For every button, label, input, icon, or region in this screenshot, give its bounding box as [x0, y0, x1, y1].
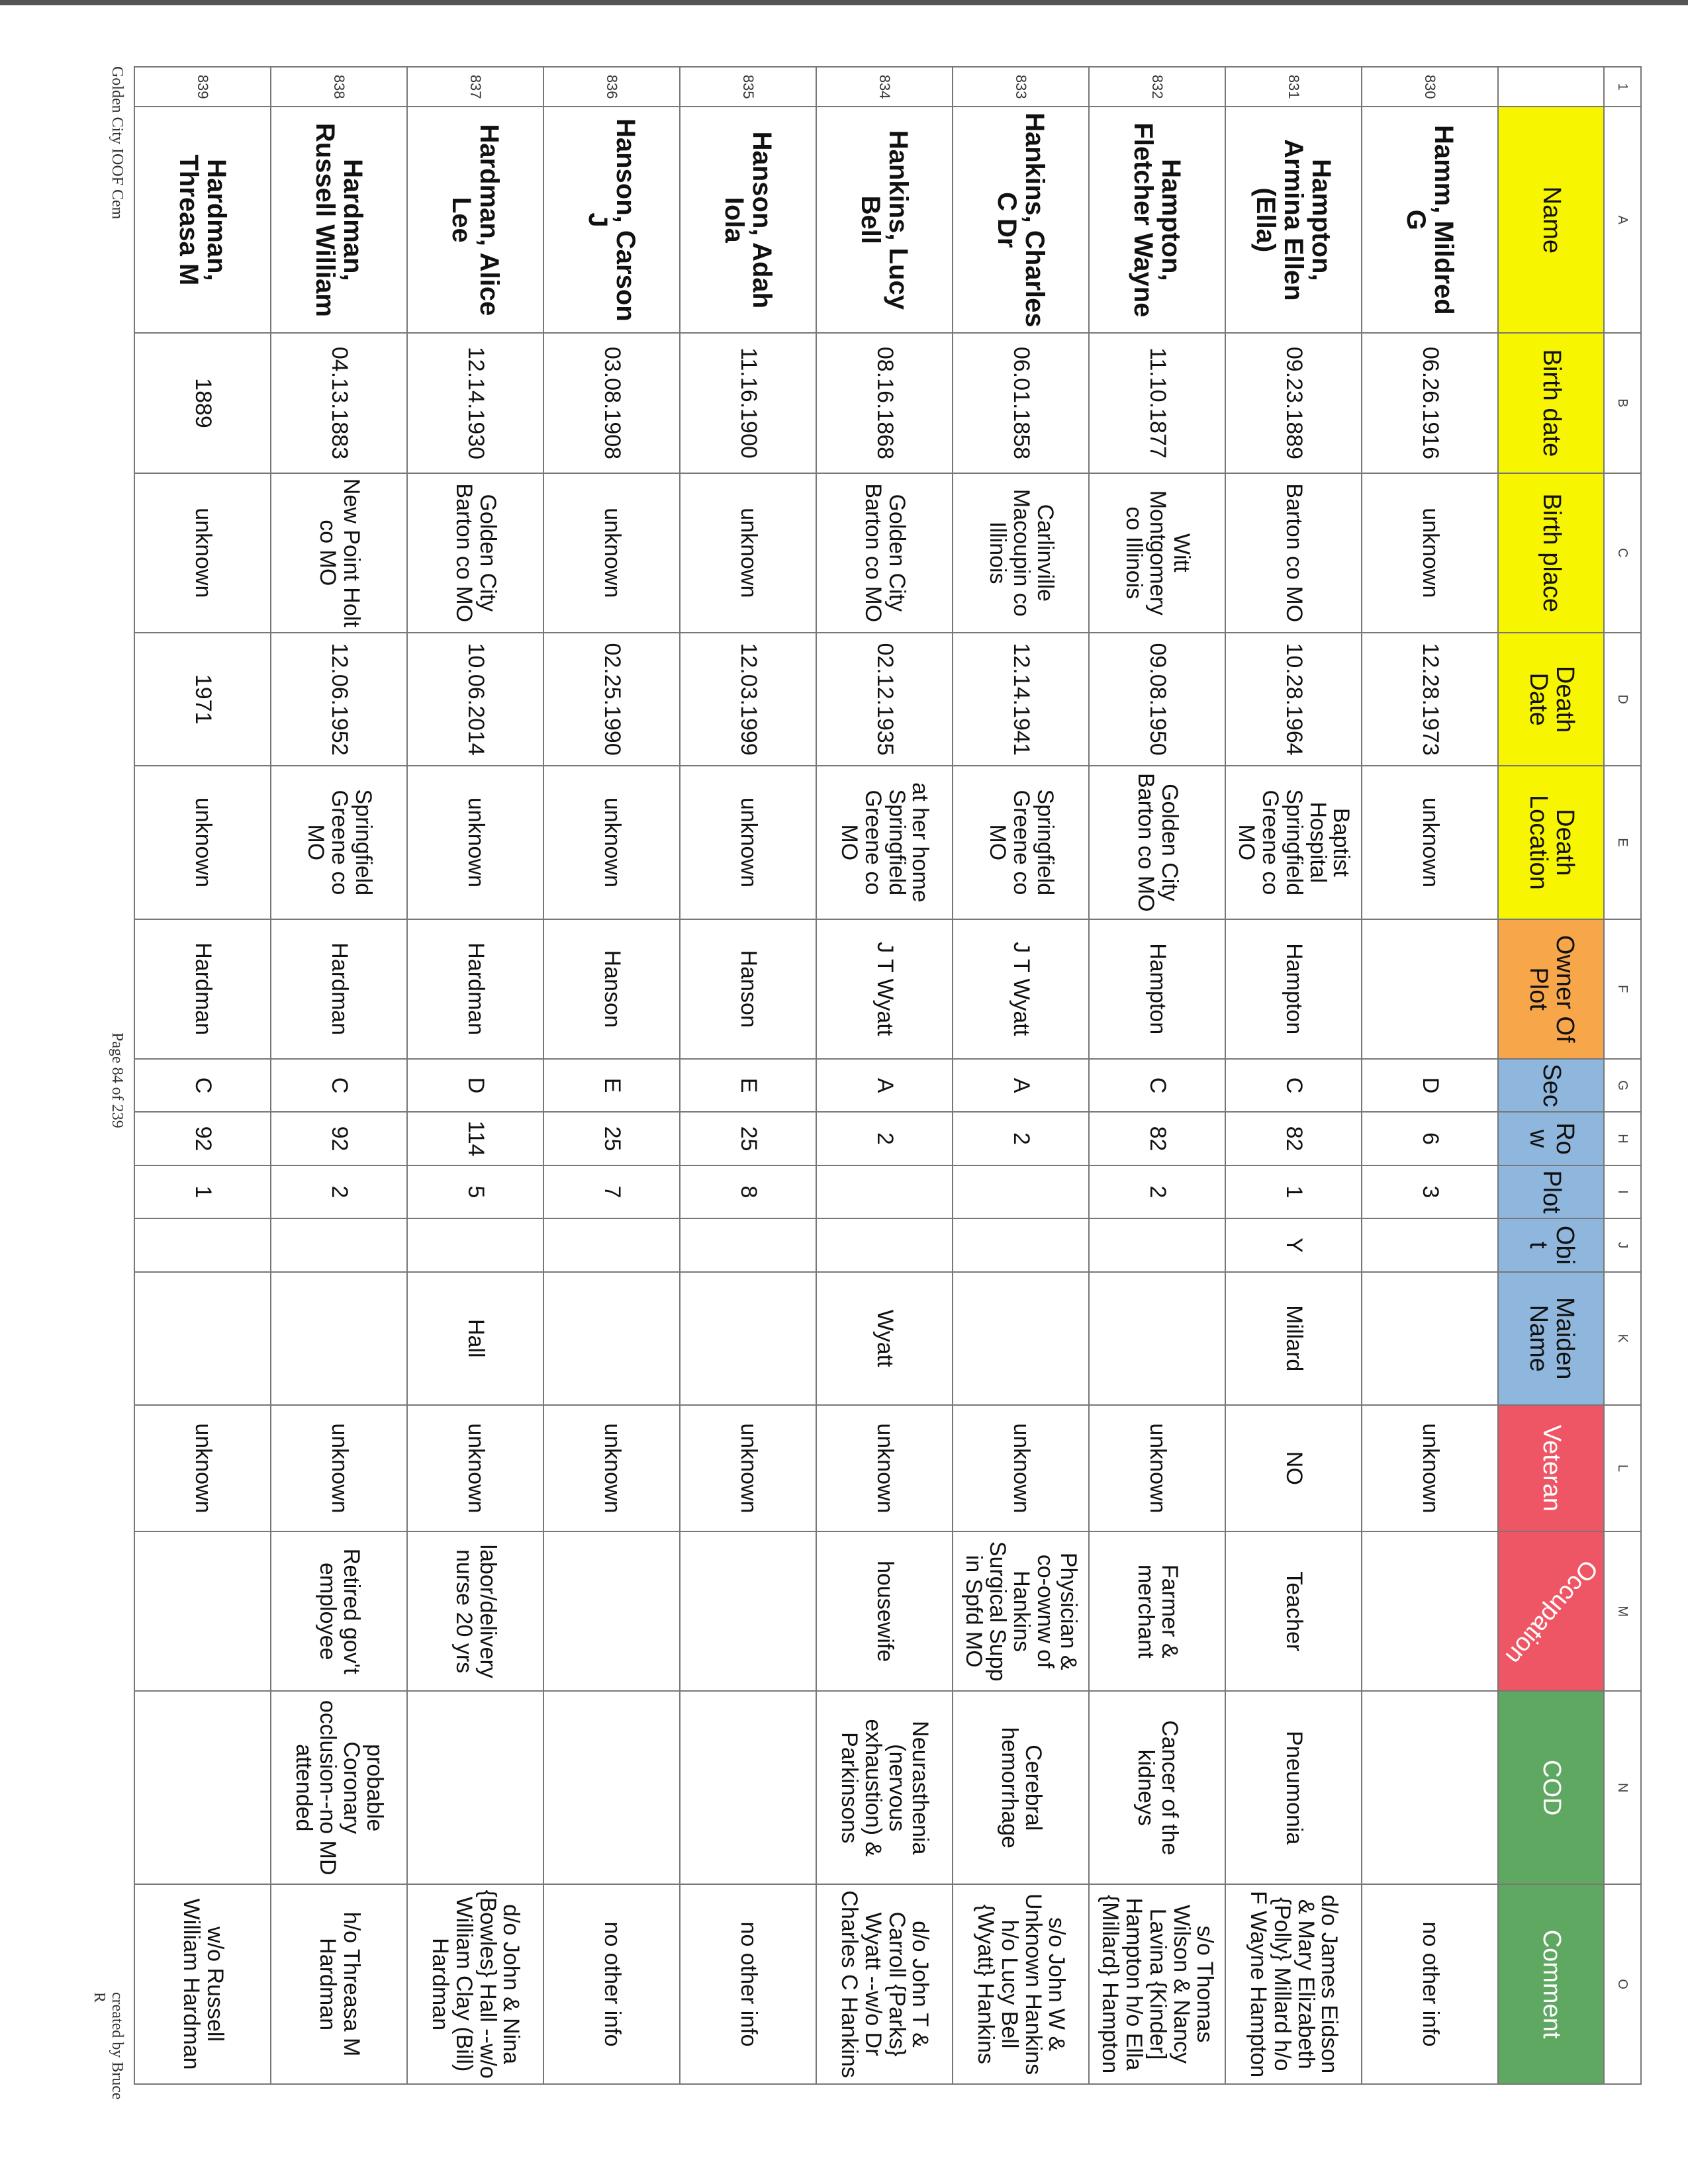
person-name: Hardman, Alice Lee: [407, 107, 543, 333]
table-row: [953, 67, 1089, 2084]
section: A: [953, 1059, 1089, 1112]
maiden-name: [1089, 1272, 1225, 1405]
obit-flag: [271, 1218, 407, 1271]
veteran-status: unknown: [1089, 1405, 1225, 1531]
header-owner-of-plot: Owner Of Plot: [1498, 919, 1604, 1059]
table-row: [543, 67, 680, 2084]
birth-place: unknown: [680, 473, 816, 633]
column-letter: J: [1604, 1218, 1641, 1271]
column-letter: M: [1604, 1531, 1641, 1691]
maiden-name: Millard: [1225, 1272, 1362, 1405]
row-number: 838: [271, 67, 407, 107]
table-row: [407, 67, 543, 2084]
birth-date: 08.16.1868: [816, 333, 953, 473]
cause-of-death: [543, 1691, 680, 1884]
header-maiden-name: Maiden Name: [1498, 1272, 1604, 1405]
maiden-name: [271, 1272, 407, 1405]
plot-value: 3: [1362, 1165, 1498, 1218]
header-plot: Plot: [1498, 1165, 1604, 1218]
section: D: [407, 1059, 543, 1112]
table-row: [680, 67, 816, 2084]
owner-of-plot: Hanson: [543, 919, 680, 1059]
header-sec: Sec: [1498, 1059, 1604, 1112]
column-letter: N: [1604, 1691, 1641, 1884]
column-letter: H: [1604, 1112, 1641, 1165]
death-date: 09.08.1950: [1089, 633, 1225, 766]
row-value: 82: [1089, 1112, 1225, 1165]
death-location: Golden City Barton co MO: [1089, 766, 1225, 919]
cause-of-death: Neurasthenia (nervous exhaustion) & Parkinsons: [816, 1691, 953, 1884]
plot-value: [816, 1165, 953, 1218]
table-row: [1225, 67, 1362, 2084]
maiden-name: [680, 1272, 816, 1405]
header-row-number: [1498, 67, 1604, 107]
cause-of-death: Cancer of the kidneys: [1089, 1691, 1225, 1884]
death-location: unknown: [680, 766, 816, 919]
page-top-border: [0, 0, 1688, 5]
veteran-status: NO: [1225, 1405, 1362, 1531]
comment: s/o Thomas Wilson & Nancy Lavina {Kinder] Hampton h/o Ella {Millard} Hampton: [1089, 1884, 1225, 2084]
birth-place: Witt Montgomery co Illinois: [1089, 473, 1225, 633]
death-date: 12.06.1952: [271, 633, 407, 766]
comment: no other info: [680, 1884, 816, 2084]
maiden-name: [134, 1272, 271, 1405]
comment: d/o John T & Carroll {Parks} Wyatt --w/o Dr Charles C Hankins: [816, 1884, 953, 2084]
column-letter: C: [1604, 473, 1641, 633]
row-number: 837: [407, 67, 543, 107]
plot-value: 8: [680, 1165, 816, 1218]
corner-row-number: 1: [1604, 67, 1641, 107]
plot-value: 1: [1225, 1165, 1362, 1218]
veteran-status: unknown: [1362, 1405, 1498, 1531]
owner-of-plot: Hardman: [134, 919, 271, 1059]
plot-value: 2: [271, 1165, 407, 1218]
comment: h/o Threasa M Hardman: [271, 1884, 407, 2084]
death-date: 02.25.1990: [543, 633, 680, 766]
person-name: Hanson, Adah Iola: [680, 107, 816, 333]
veteran-status: unknown: [543, 1405, 680, 1531]
death-location: unknown: [407, 766, 543, 919]
occupation: [680, 1531, 816, 1691]
section: A: [816, 1059, 953, 1112]
maiden-name: [1362, 1272, 1498, 1405]
column-letter: B: [1604, 333, 1641, 473]
column-letter: K: [1604, 1272, 1641, 1405]
owner-of-plot: Hanson: [680, 919, 816, 1059]
row-number: 839: [134, 67, 271, 107]
comment: d/o John & Nina {Bowles} Hall --w/o William Clay (Bill) Hardman: [407, 1884, 543, 2084]
person-name: Hampton, Fletcher Wayne: [1089, 107, 1225, 333]
death-location: unknown: [1362, 766, 1498, 919]
comment: no other info: [1362, 1884, 1498, 2084]
occupation: Retired gov't employee: [271, 1531, 407, 1691]
row-value: 25: [543, 1112, 680, 1165]
row-number: 835: [680, 67, 816, 107]
death-location: unknown: [134, 766, 271, 919]
comment: w/o Russell William Hardman: [134, 1884, 271, 2084]
section: D: [1362, 1059, 1498, 1112]
table-row: [1362, 67, 1498, 2084]
birth-place: Carlinville Macoupin co Illinois: [953, 473, 1089, 633]
plot-value: [953, 1165, 1089, 1218]
birth-date: 09.23.1889: [1225, 333, 1362, 473]
birth-date: 1889: [134, 333, 271, 473]
cemetery-records-table: [134, 66, 1642, 2085]
column-letter-row: [1604, 67, 1641, 2084]
occupation: housewife: [816, 1531, 953, 1691]
owner-of-plot: Hampton: [1225, 919, 1362, 1059]
death-date: 02.12.1935: [816, 633, 953, 766]
column-letter: O: [1604, 1884, 1641, 2084]
death-date: 12.28.1973: [1362, 633, 1498, 766]
header-comment: Comment: [1498, 1884, 1604, 2084]
maiden-name: [953, 1272, 1089, 1405]
row-number: 830: [1362, 67, 1498, 107]
death-location: Springfield Greene co MO: [271, 766, 407, 919]
row-value: 6: [1362, 1112, 1498, 1165]
obit-flag: [134, 1218, 271, 1271]
rotated-sheet: [79, 40, 1642, 2105]
death-location: Springfield Greene co MO: [953, 766, 1089, 919]
death-location: unknown: [543, 766, 680, 919]
veteran-status: unknown: [680, 1405, 816, 1531]
section: C: [271, 1059, 407, 1112]
veteran-status: unknown: [271, 1405, 407, 1531]
obit-flag: [407, 1218, 543, 1271]
table-row: [1089, 67, 1225, 2084]
birth-place: Golden City Barton co MO: [816, 473, 953, 633]
column-letter: E: [1604, 766, 1641, 919]
death-date: 10.06.2014: [407, 633, 543, 766]
section: C: [134, 1059, 271, 1112]
occupation: Teacher: [1225, 1531, 1362, 1691]
birth-date: 06.01.1858: [953, 333, 1089, 473]
owner-of-plot: J T Wyatt: [953, 919, 1089, 1059]
death-date: 1971: [134, 633, 271, 766]
person-name: Hardman, Russell William: [271, 107, 407, 333]
person-name: Hardman, Threasa M: [134, 107, 271, 333]
cause-of-death: [407, 1691, 543, 1884]
comment: no other info: [543, 1884, 680, 2084]
owner-of-plot: J T Wyatt: [816, 919, 953, 1059]
cause-of-death: [1362, 1691, 1498, 1884]
birth-place: unknown: [134, 473, 271, 633]
header-cod: COD: [1498, 1691, 1604, 1884]
person-name: Hampton, Armina Ellen (Ella): [1225, 107, 1362, 333]
plot-value: 7: [543, 1165, 680, 1218]
footer-page-number: Page 84 of 239: [109, 1032, 126, 1128]
row-value: 92: [271, 1112, 407, 1165]
death-date: 10.28.1964: [1225, 633, 1362, 766]
table-row: [271, 67, 407, 2084]
cause-of-death: Pneumonia: [1225, 1691, 1362, 1884]
section: E: [543, 1059, 680, 1112]
person-name: Hankins, Charles C Dr: [953, 107, 1089, 333]
obit-flag: Y: [1225, 1218, 1362, 1271]
birth-place: unknown: [1362, 473, 1498, 633]
comment: d/o James Eidson & Mary Elizabeth {Polly} Millard h/o F Wayne Hampton: [1225, 1884, 1362, 2084]
cause-of-death: [680, 1691, 816, 1884]
maiden-name: Hall: [407, 1272, 543, 1405]
column-letter: D: [1604, 633, 1641, 766]
birth-date: 12.14.1930: [407, 333, 543, 473]
header-obit: Obit: [1498, 1218, 1604, 1271]
cause-of-death: Cerebral hemorrhage: [953, 1691, 1089, 1884]
veteran-status: unknown: [953, 1405, 1089, 1531]
header-birth-place: Birth place: [1498, 473, 1604, 633]
column-letter: L: [1604, 1405, 1641, 1531]
occupation: [1362, 1531, 1498, 1691]
column-letter: F: [1604, 919, 1641, 1059]
occupation: [543, 1531, 680, 1691]
death-location: at her home Springfield Greene co MO: [816, 766, 953, 919]
death-date: 12.03.1999: [680, 633, 816, 766]
header-row: Row: [1498, 1112, 1604, 1165]
footer-author: created by Bruce R: [91, 1992, 126, 2100]
occupation: labor/delivery nurse 20 yrs: [407, 1531, 543, 1691]
row-value: 82: [1225, 1112, 1362, 1165]
row-number: 833: [953, 67, 1089, 107]
owner-of-plot: Hampton: [1089, 919, 1225, 1059]
death-location: Baptist Hospital Springfield Greene co MO: [1225, 766, 1362, 919]
column-letter: G: [1604, 1059, 1641, 1112]
owner-of-plot: Hardman: [271, 919, 407, 1059]
birth-place: Golden City Barton co MO: [407, 473, 543, 633]
birth-date: 11.16.1900: [680, 333, 816, 473]
row-number: 836: [543, 67, 680, 107]
birth-date: 06.26.1916: [1362, 333, 1498, 473]
section: C: [1225, 1059, 1362, 1112]
occupation: Farmer & merchant: [1089, 1531, 1225, 1691]
veteran-status: unknown: [134, 1405, 271, 1531]
obit-flag: [543, 1218, 680, 1271]
header-death-date: Death Date: [1498, 633, 1604, 766]
section: E: [680, 1059, 816, 1112]
obit-flag: [953, 1218, 1089, 1271]
cause-of-death: [134, 1691, 271, 1884]
birth-date: 11.10.1877: [1089, 333, 1225, 473]
maiden-name: Wyatt: [816, 1272, 953, 1405]
obit-flag: [816, 1218, 953, 1271]
cause-of-death: probable Coronary occlusion--no MD attended: [271, 1691, 407, 1884]
veteran-status: unknown: [407, 1405, 543, 1531]
birth-place: unknown: [543, 473, 680, 633]
row-number: 831: [1225, 67, 1362, 107]
occupation: [134, 1531, 271, 1691]
comment: s/o John W & Unknown Hankins h/o Lucy Bell {Wyatt} Hankins: [953, 1884, 1089, 2084]
obit-flag: [680, 1218, 816, 1271]
birth-place: New Point Holt co MO: [271, 473, 407, 633]
birth-date: 03.08.1908: [543, 333, 680, 473]
row-number: 834: [816, 67, 953, 107]
footer-cemetery-name: Golden City IOOF Cem: [109, 66, 126, 220]
header-veteran: Veteran: [1498, 1405, 1604, 1531]
plot-value: 1: [134, 1165, 271, 1218]
person-name: Hanson, Carson J: [543, 107, 680, 333]
table-row: [816, 67, 953, 2084]
birth-date: 04.13.1883: [271, 333, 407, 473]
person-name: Hamm, Mildred G: [1362, 107, 1498, 333]
occupation: Physician & co-ownw of Hankins Surgical Supp in Spfd MO: [953, 1531, 1089, 1691]
person-name: Hankins, Lucy Bell: [816, 107, 953, 333]
header-row: [1498, 67, 1604, 2084]
column-letter: I: [1604, 1165, 1641, 1218]
row-value: 2: [953, 1112, 1089, 1165]
column-letter: A: [1604, 107, 1641, 333]
plot-value: 2: [1089, 1165, 1225, 1218]
row-value: 2: [816, 1112, 953, 1165]
header-birth-date: Birth date: [1498, 333, 1604, 473]
row-value: 114: [407, 1112, 543, 1165]
death-date: 12.14.1941: [953, 633, 1089, 766]
row-number: 832: [1089, 67, 1225, 107]
header-death-location: Death Location: [1498, 766, 1604, 919]
row-value: 92: [134, 1112, 271, 1165]
owner-of-plot: Hardman: [407, 919, 543, 1059]
birth-place: Barton co MO: [1225, 473, 1362, 633]
obit-flag: [1362, 1218, 1498, 1271]
obit-flag: [1089, 1218, 1225, 1271]
header-name: Name: [1498, 107, 1604, 333]
section: C: [1089, 1059, 1225, 1112]
owner-of-plot: [1362, 919, 1498, 1059]
header-occupation-label: Occupation: [1499, 1554, 1603, 1670]
header-occupation: [1498, 1531, 1604, 1691]
table-row: [134, 67, 271, 2084]
maiden-name: [543, 1272, 680, 1405]
row-value: 25: [680, 1112, 816, 1165]
veteran-status: unknown: [816, 1405, 953, 1531]
plot-value: 5: [407, 1165, 543, 1218]
